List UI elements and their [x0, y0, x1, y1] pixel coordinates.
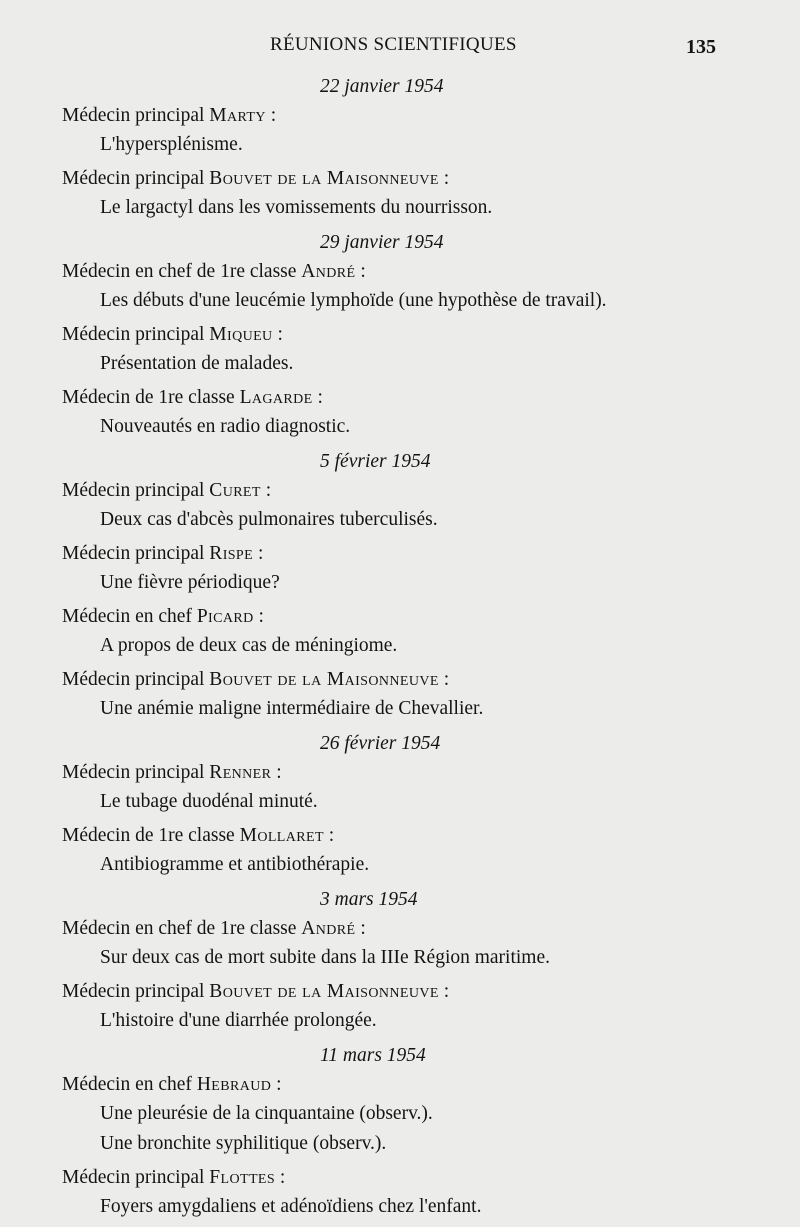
presenter-colon: :	[265, 105, 277, 126]
running-header	[0, 34, 800, 64]
presentation-entry	[0, 102, 800, 160]
presentation-topic: Antibiogramme et antibiothérapie.	[100, 854, 370, 875]
presentation-entry	[0, 822, 800, 880]
session-date: 11 mars 1954	[320, 1045, 426, 1066]
presenter-line	[0, 759, 800, 787]
presenter-line	[0, 822, 800, 850]
presentation-topic: A propos de deux cas de méningiome.	[100, 635, 398, 656]
presenter-line	[0, 915, 800, 943]
sessions-list	[0, 72, 800, 1227]
presenter-rank: Médecin principal	[62, 981, 205, 1002]
presenter-name: Renner	[209, 762, 272, 783]
presenter-colon: :	[438, 981, 450, 1002]
session	[0, 72, 800, 223]
presentation-topic: Les débuts d'une leucémie lymphoïde (une hypothèse de travail).	[100, 290, 607, 311]
presenter-line	[0, 540, 800, 568]
presenter-name: Flottes	[209, 1167, 276, 1188]
presentation-topic: Une fièvre périodique?	[100, 572, 280, 593]
presentation-topic: Sur deux cas de mort subite dans la IIIe Région maritime.	[100, 947, 551, 968]
presenter-colon: :	[438, 669, 450, 690]
session	[0, 729, 800, 880]
presenter-name: Rispe	[209, 543, 254, 564]
presenter-rank: Médecin en chef	[62, 606, 192, 627]
presenter-colon: :	[271, 1074, 282, 1095]
presenter-colon: :	[260, 480, 272, 501]
presenter-colon: :	[355, 918, 366, 939]
presenter-rank: Médecin en chef	[62, 1074, 192, 1095]
presenter-rank: Médecin en chef de 1re classe	[62, 918, 297, 939]
presentation-topic: Une pleurésie de la cinquantaine (observ.).	[100, 1103, 433, 1124]
presentation-entry	[0, 258, 800, 316]
presenter-line	[0, 1164, 800, 1192]
presenter-colon: :	[438, 168, 450, 189]
session-date: 5 février 1954	[320, 451, 431, 472]
presenter-rank: Médecin principal	[62, 168, 205, 189]
presentation-topic: L'hypersplénisme.	[100, 134, 243, 155]
presenter-line	[0, 1071, 800, 1099]
presenter-name: André	[301, 261, 356, 282]
presenter-rank: Médecin de 1re classe	[62, 387, 235, 408]
presenter-rank: Médecin principal	[62, 669, 205, 690]
page-number: 135	[686, 36, 716, 58]
presentation-entry	[0, 477, 800, 535]
presenter-name: Bouvet de la Maisonneuve	[209, 669, 439, 690]
presentation-topic: Une bronchite syphilitique (observ.).	[100, 1133, 387, 1154]
presentation-entry	[0, 1071, 800, 1159]
presenter-line	[0, 384, 800, 412]
presenter-rank: Médecin de 1re classe	[62, 825, 235, 846]
presenter-line	[0, 477, 800, 505]
presenter-line	[0, 102, 800, 130]
presentation-topic: Nouveautés en radio diagnostic.	[100, 416, 351, 437]
presenter-name: Mollaret	[239, 825, 324, 846]
presentation-topic: Une anémie maligne intermédiaire de Chevallier.	[100, 698, 484, 719]
presenter-name: Bouvet de la Maisonneuve	[209, 981, 439, 1002]
presenter-line	[0, 603, 800, 631]
presentation-topic: Deux cas d'abcès pulmonaires tuberculisés.	[100, 509, 438, 530]
presenter-name: Hebraud	[196, 1074, 272, 1095]
presentation-entry	[0, 321, 800, 379]
presentation-entry	[0, 759, 800, 817]
session-date: 26 février 1954	[320, 733, 441, 754]
presenter-colon: :	[272, 324, 283, 345]
presenter-rank: Médecin principal	[62, 480, 205, 501]
presenter-colon: :	[275, 1167, 286, 1188]
session-date: 22 janvier 1954	[320, 76, 444, 97]
presentation-entry	[0, 666, 800, 724]
presentation-topic: Présentation de malades.	[100, 353, 294, 374]
session-date: 3 mars 1954	[320, 889, 418, 910]
presentation-entry	[0, 384, 800, 442]
presenter-name: Curet	[209, 480, 261, 501]
presentation-topic: L'histoire d'une diarrhée prolongée.	[100, 1010, 377, 1031]
presenter-colon: :	[312, 387, 323, 408]
presenter-name: Lagarde	[239, 387, 313, 408]
presenter-name: Bouvet de la Maisonneuve	[209, 168, 439, 189]
presenter-rank: Médecin en chef de 1re classe	[62, 261, 297, 282]
presenter-rank: Médecin principal	[62, 1167, 205, 1188]
presentation-entry	[0, 1164, 800, 1222]
presenter-line	[0, 321, 800, 349]
presenter-rank: Médecin principal	[62, 105, 205, 126]
session-date: 29 janvier 1954	[320, 232, 444, 253]
presentation-entry	[0, 603, 800, 661]
running-title: RÉUNIONS SCIENTIFIQUES	[270, 34, 517, 55]
presenter-colon: :	[253, 543, 264, 564]
presenter-rank: Médecin principal	[62, 762, 205, 783]
presenter-name: Miqueu	[209, 324, 273, 345]
session	[0, 1041, 800, 1222]
presentation-entry	[0, 540, 800, 598]
session	[0, 447, 800, 724]
presenter-line	[0, 165, 800, 193]
presentation-entry	[0, 978, 800, 1036]
presenter-line	[0, 978, 800, 1006]
session	[0, 228, 800, 442]
presentation-entry	[0, 915, 800, 973]
presenter-name: Marty	[209, 105, 266, 126]
presenter-line	[0, 258, 800, 286]
presenter-rank: Médecin principal	[62, 543, 205, 564]
presentation-topic: Le tubage duodénal minuté.	[100, 791, 318, 812]
presentation-entry	[0, 165, 800, 223]
presenter-line	[0, 666, 800, 694]
presentation-topic: Foyers amygdaliens et adénoïdiens chez l'enfant.	[100, 1196, 482, 1217]
presenter-name: Picard	[196, 606, 254, 627]
presenter-colon: :	[323, 825, 335, 846]
presenter-name: André	[301, 918, 356, 939]
presenter-colon: :	[355, 261, 366, 282]
presenter-colon: :	[271, 762, 282, 783]
presentation-topic: Le largactyl dans les vomissements du nourrisson.	[100, 197, 493, 218]
presenter-colon: :	[253, 606, 264, 627]
session	[0, 885, 800, 1036]
presenter-rank: Médecin principal	[62, 324, 205, 345]
